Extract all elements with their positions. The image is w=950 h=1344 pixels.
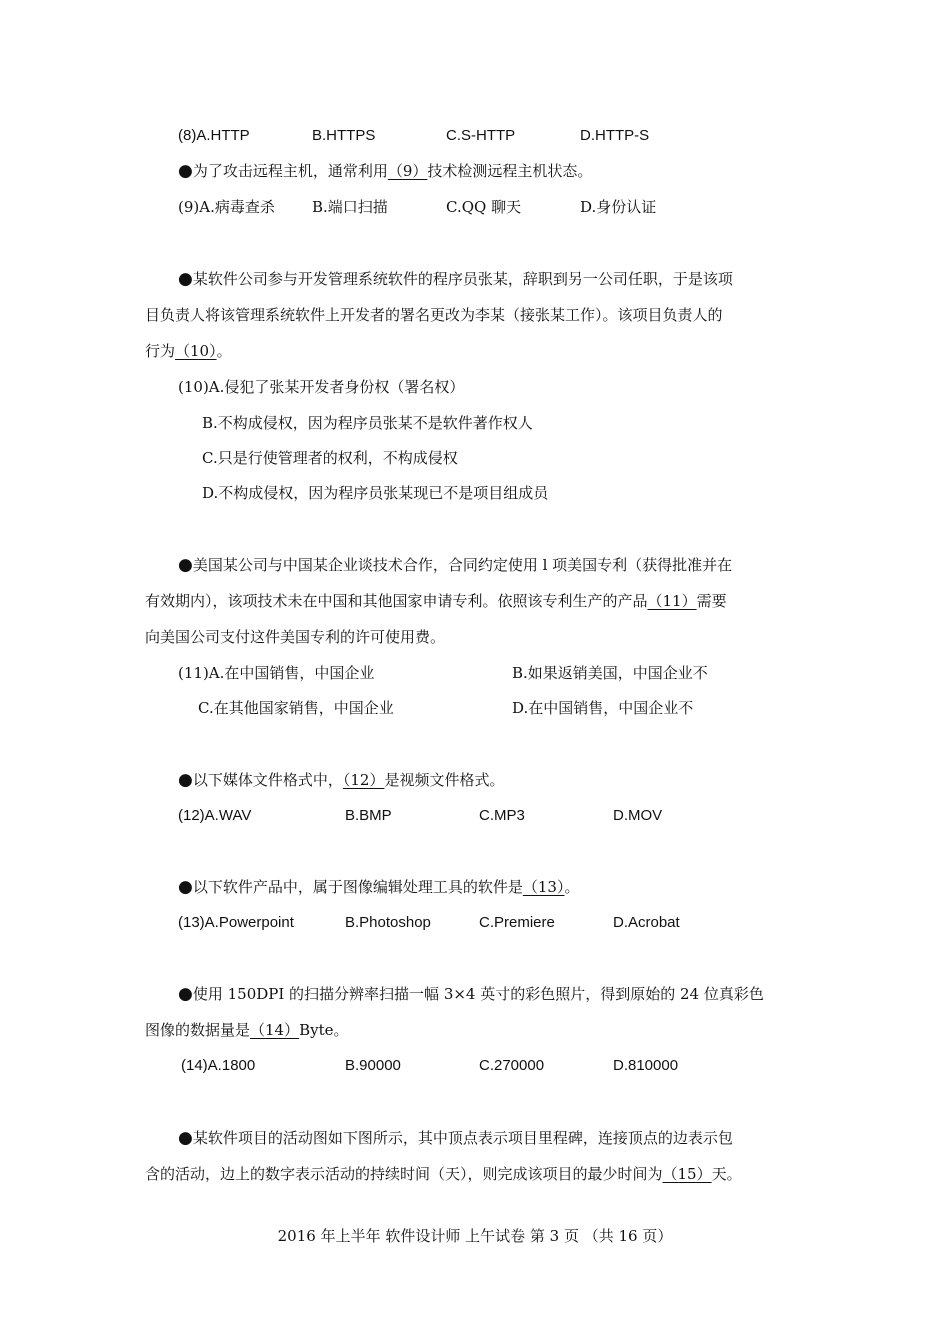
q14-option-c: C.270000 [479, 1057, 545, 1074]
q13-option-b: B.Photoshop [345, 914, 431, 931]
q11-line2-after: 需要 [696, 592, 727, 610]
q9-option-b: B.端口扫描 [312, 198, 388, 216]
q15-blank: （15） [662, 1165, 712, 1183]
q15-line2-after: 天。 [711, 1165, 742, 1183]
q15-question-line2 [145, 1164, 742, 1184]
q10-question-line3 [145, 341, 232, 361]
q15-question-line1 [178, 1128, 733, 1148]
q13-option-d: D.Acrobat [613, 914, 680, 931]
q8-option-b: B.HTTPS [312, 127, 376, 144]
q13-question [178, 877, 579, 897]
q9-question [178, 161, 592, 181]
q11-line2-before: 有效期内），该项技术未在中国和其他国家申请专利。依照该专利生产的产品 [145, 592, 648, 610]
q13-option-c: C.Premiere [479, 914, 555, 931]
q9-blank: （9） [387, 162, 428, 180]
q13-bullet: ● [178, 877, 193, 897]
q12-text-before: 以下媒体文件格式中， [192, 771, 343, 789]
q11-line1-text: 美国某公司与中国某企业谈技术合作，合同约定使用 l 项美国专利（获得批准并在 [192, 556, 733, 574]
q11-option-b: B.如果返销美国，中国企业不 [512, 664, 708, 682]
q12-question [178, 770, 504, 790]
q12-blank: （12） [342, 771, 385, 789]
q14-line1-text: 使用 150DPI 的扫描分辨率扫描一幅 3×4 英寸的彩色照片，得到原始的 24 位真彩色 [192, 985, 764, 1003]
q14-blank: （14） [250, 1021, 300, 1039]
q10-line3-after: 。 [216, 342, 232, 360]
q9-bullet: ● [178, 161, 193, 181]
page-footer: 2016 年上半年 软件设计师 上午试卷 第 3 页 （共 16 页） [277, 1227, 673, 1245]
q10-option-b: B.不构成侵权，因为程序员张某不是软件著作权人 [202, 414, 533, 432]
q14-bullet: ● [178, 984, 193, 1004]
q10-question-line2: 目负责人将该管理系统软件上开发者的署名更改为李某（接张某工作）。该项目负责人的 [145, 306, 723, 324]
q8-option-d: D.HTTP-S [580, 127, 650, 144]
q9-option-d: D.身份认证 [580, 198, 657, 216]
q12-option-b: B.BMP [345, 807, 392, 824]
q10-option-d: D.不构成侵权，因为程序员张某现已不是项目组成员 [202, 484, 549, 502]
q9-text-before: 为了攻击远程主机，通常利用 [192, 162, 388, 180]
q14-option-b: B.90000 [345, 1057, 401, 1074]
q14-option-a: (14)A.1800 [181, 1057, 256, 1074]
q11-option-d: D.在中国销售，中国企业不 [512, 699, 694, 717]
q11-option-c: C.在其他国家销售，中国企业 [198, 699, 394, 717]
q10-line1-text: 某软件公司参与开发管理系统软件的程序员张某，辞职到另一公司任职，于是该项 [192, 270, 733, 288]
q11-question-line3: 向美国公司支付这件美国专利的许可使用费。 [145, 628, 446, 646]
q14-question-line2 [145, 1020, 349, 1040]
q12-option-d: D.MOV [613, 807, 663, 824]
q13-text-after: 。 [564, 878, 580, 896]
q13-blank: （13） [522, 878, 565, 896]
q8-option-c: C.S-HTTP [446, 127, 516, 144]
q10-blank: （10） [175, 342, 217, 360]
q14-line2-before: 图像的数据量是 [145, 1021, 251, 1039]
q10-option-c: C.只是行使管理者的权利，不构成侵权 [202, 449, 458, 467]
q13-option-a: (13)A.Powerpoint [178, 914, 294, 931]
q11-blank: （11） [647, 592, 697, 610]
q11-question-line1 [178, 555, 732, 575]
q11-option-a: (11)A.在中国销售，中国企业 [178, 664, 375, 682]
q12-option-a: (12)A.WAV [178, 807, 252, 824]
q12-bullet: ● [178, 770, 193, 790]
q12-option-c: C.MP3 [479, 807, 525, 824]
q15-bullet: ● [178, 1128, 193, 1148]
q9-option-a: (9)A.病毒查杀 [178, 198, 275, 216]
q11-question-line2 [145, 591, 727, 611]
q10-option-a: (10)A.侵犯了张某开发者身份权（署名权） [178, 378, 465, 396]
q14-line2-after: Byte。 [299, 1021, 349, 1039]
q9-option-c: C.QQ 聊天 [446, 198, 522, 216]
q11-bullet: ● [178, 555, 193, 575]
q8-option-a: (8)A.HTTP [178, 127, 250, 144]
q15-line2-before: 含的活动，边上的数字表示活动的持续时间（天），则完成该项目的最少时间为 [145, 1165, 663, 1183]
q10-question-line1 [178, 269, 733, 289]
q12-text-after: 是视频文件格式。 [384, 771, 505, 789]
q10-bullet: ● [178, 269, 193, 289]
q13-text-before: 以下软件产品中，属于图像编辑处理工具的软件是 [192, 878, 523, 896]
q14-option-d: D.810000 [613, 1057, 679, 1074]
q14-question-line1 [178, 984, 764, 1004]
q9-text-after: 技术检测远程主机状态。 [427, 162, 593, 180]
q10-line3-before: 行为 [145, 342, 176, 360]
q15-line1-text: 某软件项目的活动图如下图所示，其中顶点表示项目里程碑，连接顶点的边表示包 [192, 1129, 733, 1147]
